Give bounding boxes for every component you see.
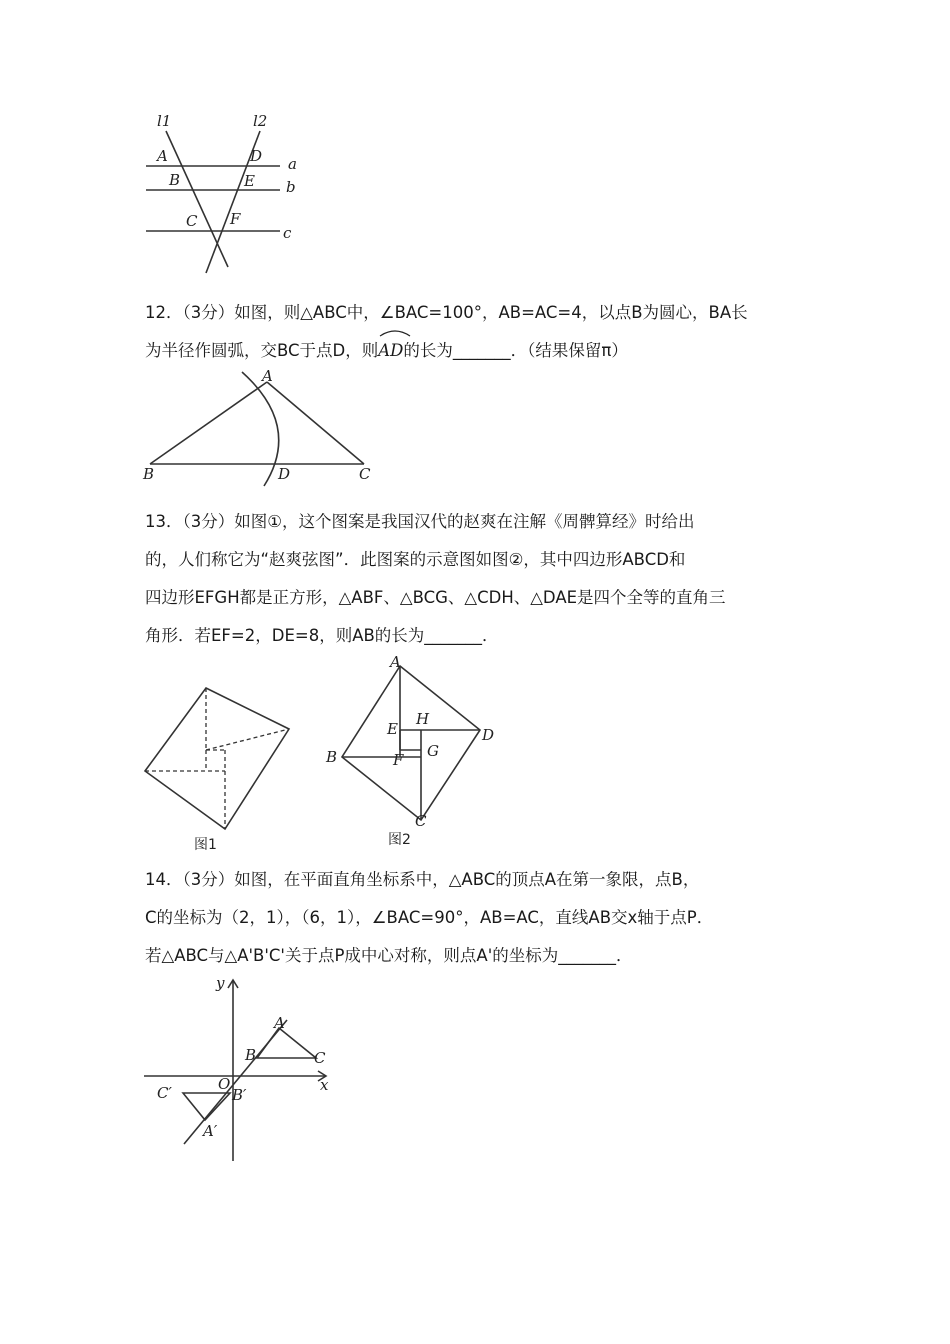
fig2-caption: 图2	[388, 832, 411, 848]
label-y: y	[216, 974, 225, 992]
label-l1: l1	[157, 112, 172, 130]
fig1-caption: 图1	[194, 837, 217, 853]
q14-line1: 14．（3分）如图，在平面直角坐标系中，△ABC的顶点A在第一象限，点B，	[145, 870, 700, 889]
label-b: b	[286, 178, 296, 196]
label-B: B	[326, 748, 338, 766]
label-A: A	[274, 1014, 285, 1032]
label-B: B	[169, 171, 181, 189]
q14-line2: C的坐标为（2，1），（6，1），∠BAC=90°，AB=AC，直线AB交x轴于点P．	[145, 908, 714, 927]
q12-line1: 12．（3分）如图，则△ABC中，∠BAC=100°，AB=AC=4，以点B为圆心，BA长	[145, 303, 748, 322]
label-G: G	[427, 742, 439, 760]
question-12	[145, 294, 809, 370]
label-c: c	[283, 224, 292, 242]
label-H: H	[416, 710, 430, 728]
square-abcd	[342, 666, 480, 820]
label-E: E	[244, 172, 255, 190]
label-D: D	[482, 726, 495, 744]
label-D: D	[278, 465, 291, 483]
inner-dash-2	[206, 729, 289, 750]
q12-line2-pre: 为半径作圆弧，交BC于点D，则	[145, 341, 379, 360]
label-B-prime: B′	[232, 1086, 247, 1104]
label-D: D	[250, 147, 263, 165]
arc-ad	[242, 372, 279, 486]
q13-line3: 四边形EFGH都是正方形，△ABF、△BCG、△CDH、△DAE是四个全等的直角三	[145, 588, 726, 607]
q13-line2: 的，人们称它为“赵爽弦图”．此图案的示意图如图②，其中四边形ABCD和	[145, 550, 686, 569]
label-C: C	[186, 212, 198, 230]
question-14	[145, 861, 809, 975]
side-ab	[150, 382, 267, 464]
label-B: B	[245, 1046, 257, 1064]
label-A-prime: A′	[203, 1122, 218, 1140]
q14-line3: 若△ABC与△A'B'C'关于点P成中心对称，则点A'的坐标为_______．	[145, 946, 633, 965]
q13-line1: 13．（3分）如图①，这个图案是我国汉代的赵爽在注解《周髀算经》时给出	[145, 512, 695, 531]
side-ac	[267, 382, 364, 464]
zhao-shuang-figure-2	[320, 652, 510, 857]
label-C: C	[359, 465, 371, 483]
label-F: F	[393, 751, 404, 769]
triangle-abc	[257, 1028, 316, 1058]
arc-mark-icon	[378, 326, 412, 338]
q13-line4: 角形．若EF=2，DE=8，则AB的长为_______．	[145, 626, 499, 645]
label-A: A	[390, 653, 401, 671]
q12-line2-post: 的长为_______．（结果保留π）	[403, 341, 628, 360]
label-C-prime: C′	[157, 1084, 172, 1102]
label-E: E	[387, 720, 398, 738]
triangle-arc-figure	[140, 368, 380, 493]
label-A: A	[262, 367, 273, 385]
line-l1	[166, 131, 228, 267]
arc-ad-symbol	[378, 332, 403, 370]
arc-label: AD	[378, 341, 404, 360]
label-x: x	[320, 1076, 329, 1094]
label-B: B	[143, 465, 155, 483]
label-l2: l2	[253, 112, 268, 130]
zhao-shuang-figure-1	[140, 680, 300, 855]
parallel-lines-figure	[140, 108, 330, 283]
label-C: C	[415, 812, 427, 830]
label-C: C	[314, 1049, 326, 1067]
label-A: A	[157, 147, 168, 165]
question-13	[145, 503, 809, 655]
outer-square	[145, 688, 289, 829]
label-O: O	[218, 1075, 231, 1093]
label-F: F	[230, 210, 241, 228]
coordinate-plane-figure	[140, 972, 340, 1167]
label-a: a	[288, 155, 297, 173]
